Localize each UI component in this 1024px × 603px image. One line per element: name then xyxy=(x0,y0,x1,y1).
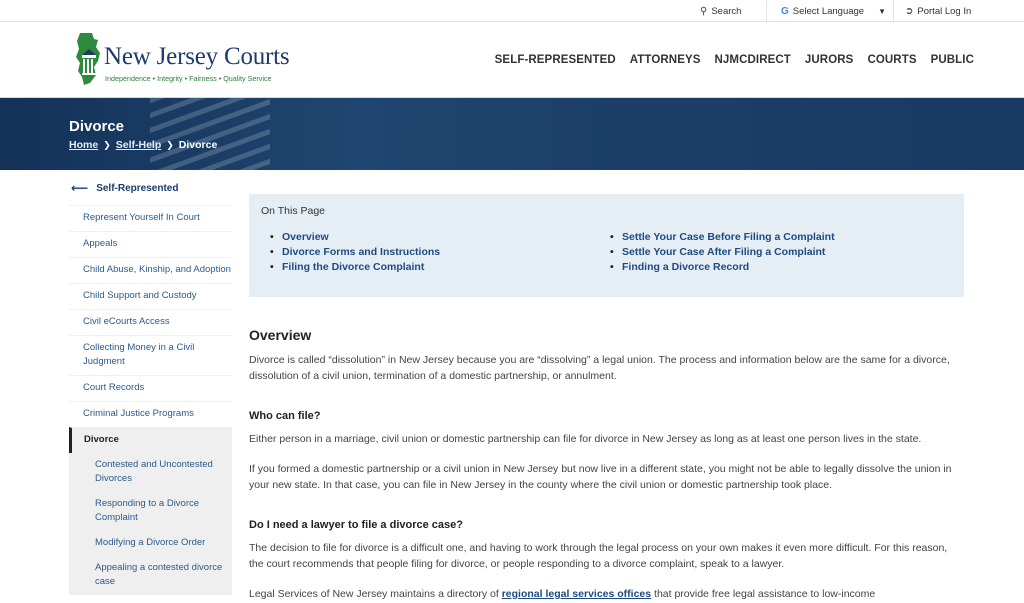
logo-name: New Jersey Courts xyxy=(104,43,290,70)
nav-attorneys[interactable]: ATTORNEYS xyxy=(629,54,701,66)
utility-divider xyxy=(766,0,767,22)
page-title: Divorce xyxy=(69,118,125,135)
legal-services-text xyxy=(249,586,964,602)
sidebar-item-child-abuse[interactable]: Child Abuse, Kinship, and Adoption xyxy=(69,257,232,283)
utility-bar xyxy=(0,0,1024,22)
google-icon: G xyxy=(781,5,789,17)
nj-state-icon xyxy=(74,31,104,87)
sidebar-item-appeals[interactable]: Appeals xyxy=(69,231,232,257)
utility-divider xyxy=(893,0,894,22)
nav-self-represented[interactable]: SELF-REPRESENTED xyxy=(494,54,616,66)
language-label: Select Language xyxy=(792,5,865,17)
on-this-page-title: On This Page xyxy=(261,205,326,217)
overview-text: Divorce is called “dissolution” in New Jersey because you are “dissolving” a legal union. The process and information below are the same for a divorce, dissolution of a civil union, termination of a domestic partnership, or annulment. xyxy=(249,354,950,382)
page-banner xyxy=(0,98,1024,170)
otp-link-settle-after[interactable]: • Settle Your Case After Filing a Complaint xyxy=(607,245,835,260)
search-icon: ⚲ xyxy=(700,5,708,17)
portal-label: Portal Log In xyxy=(917,5,972,17)
caret-down-icon: ▼ xyxy=(878,6,887,16)
otp-link-settle-before[interactable]: • Settle Your Case Before Filing a Complaint xyxy=(607,230,835,245)
language-select[interactable] xyxy=(781,0,886,22)
domestic-partnership-text: If you formed a domestic partnership or a civil union in New Jersey but now live in a different state, you might not be able to legally dissolve the union in your new state. In that case, you can file in New Jersey in the county where the civil union or domestic partnership took place. xyxy=(249,463,952,491)
on-this-page-col1 xyxy=(267,230,440,275)
sidebar-item-child-support[interactable]: Child Support and Custody xyxy=(69,283,232,309)
on-this-page-col2 xyxy=(607,230,835,275)
sidebar-subitem-contested[interactable]: Contested and Uncontested Divorces xyxy=(69,453,232,492)
site-header xyxy=(0,22,1024,98)
flag-background xyxy=(150,98,270,170)
arrow-left-icon: ⟵ xyxy=(71,181,89,195)
lawyer-text: The decision to file for divorce is a difficult one, and having to work through the legal process on your own makes it even more difficult. For this reason, the court recommends that people filing for divorce, or people responding to a divorce complaint, speak to a lawyer. xyxy=(249,542,948,570)
sidebar-list xyxy=(69,205,232,595)
legal-services-start: Legal Services of New Jersey maintains a directory of xyxy=(249,588,499,600)
breadcrumb-self-help[interactable]: Self-Help xyxy=(115,139,162,151)
sidebar-back-label: Self-Represented xyxy=(96,182,179,194)
site-logo[interactable] xyxy=(74,31,294,89)
otp-link-overview[interactable]: • Overview xyxy=(267,230,440,245)
chevron-right-icon: ❯ xyxy=(166,139,174,150)
nav-njmcdirect[interactable]: NJMCDIRECT xyxy=(714,54,791,66)
main-content xyxy=(249,194,964,602)
nav-public[interactable]: PUBLIC xyxy=(930,54,974,66)
chevron-right-icon: ❯ xyxy=(103,139,111,150)
otp-link-filing[interactable]: • Filing the Divorce Complaint xyxy=(267,260,440,275)
sidebar-subitem-responding[interactable]: Responding to a Divorce Complaint xyxy=(69,492,232,531)
main-nav xyxy=(495,22,974,98)
overview-heading: Overview xyxy=(249,327,312,343)
sidebar-item-collecting-money[interactable]: Collecting Money in a Civil Judgment xyxy=(69,335,232,375)
sidebar-item-divorce[interactable]: Divorce xyxy=(69,427,232,453)
sidebar-item-represent-yourself[interactable]: Represent Yourself In Court xyxy=(69,205,232,231)
sidebar-item-criminal-justice[interactable]: Criminal Justice Programs xyxy=(69,401,232,427)
legal-services-end: that provide free legal assistance to low-income xyxy=(654,588,876,600)
regional-offices-link[interactable]: regional legal services offices xyxy=(501,588,652,600)
on-this-page-box xyxy=(249,194,964,297)
portal-login-link[interactable] xyxy=(905,0,971,22)
breadcrumb xyxy=(69,139,217,151)
who-can-file-heading: Who can file? xyxy=(249,410,321,422)
who-can-file-text: Either person in a marriage, civil union or domestic partnership can file for divorce in New Jersey as long as at least one person lives in the state. xyxy=(249,433,922,445)
login-icon: ➲ xyxy=(905,5,914,17)
nav-courts[interactable]: COURTS xyxy=(867,54,917,66)
sidebar xyxy=(69,171,232,595)
logo-tagline: Independence • Integrity • Fairness • Quality Service xyxy=(105,74,272,83)
sidebar-subitem-modifying[interactable]: Modifying a Divorce Order xyxy=(69,531,232,556)
sidebar-subitem-appealing[interactable]: Appealing a contested divorce case xyxy=(69,556,232,595)
sidebar-item-civil-ecourts[interactable]: Civil eCourts Access xyxy=(69,309,232,335)
sidebar-back-link[interactable] xyxy=(69,171,232,205)
lawyer-heading: Do I need a lawyer to file a divorce case? xyxy=(249,519,463,531)
breadcrumb-home[interactable]: Home xyxy=(69,139,99,151)
otp-link-record[interactable]: • Finding a Divorce Record xyxy=(607,260,835,275)
otp-link-forms[interactable]: • Divorce Forms and Instructions xyxy=(267,245,440,260)
search-link[interactable] xyxy=(700,0,741,22)
search-label: Search xyxy=(711,5,742,17)
nav-jurors[interactable]: JURORS xyxy=(804,54,854,66)
sidebar-item-court-records[interactable]: Court Records xyxy=(69,375,232,401)
breadcrumb-current: Divorce xyxy=(178,139,218,151)
